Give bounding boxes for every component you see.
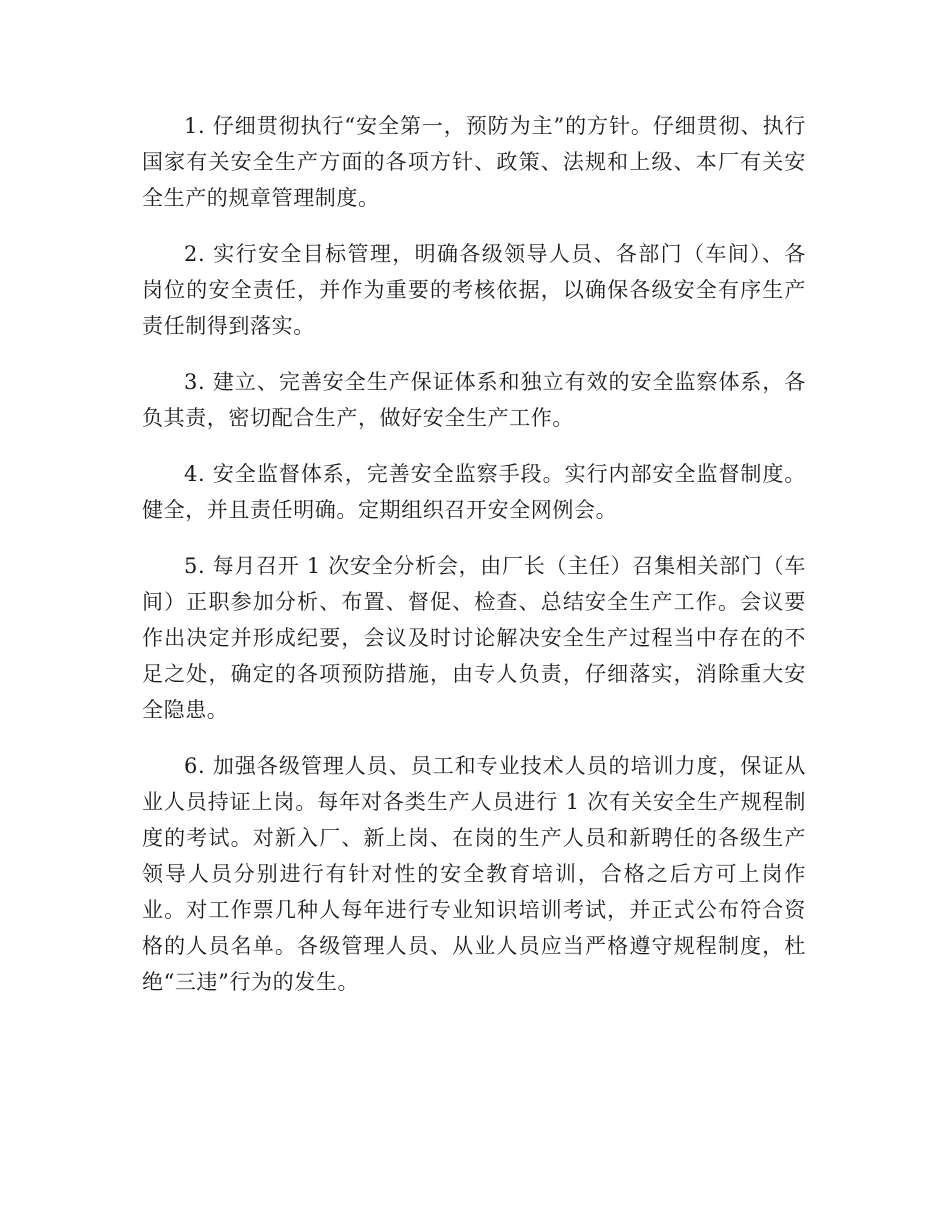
paragraph-2: 2. 实行安全目标管理，明确各级领导人员、各部门（车间）、各岗位的安全责任，并作为重要的考核依据，以确保各级安全有序生产责任制得到落实。 <box>142 242 806 338</box>
paragraph-1: 1. 仔细贯彻执行“安全第一，预防为主”的方针。仔细贯彻、执行国家有关安全生产方面的各项方针、政策、法规和上级、本厂有关安全生产的规章管理制度。 <box>142 114 806 210</box>
paragraph-6: 6. 加强各级管理人员、员工和专业技术人员的培训力度，保证从业人员持证上岗。每年对各类生产人员进行 1 次有关安全生产规程制度的考试。对新入厂、新上岗、在岗的生产人员和新聘任的各级生产领导人员分别进行有针对性的安全教育培训，合格之后方可上岗作业。对工作票几种人每年进行专业知识培训考试，并正式公布符合资格的人员名单。各级管理人员、从业人员应当严格遵守规程制度，杜绝“三违”行为的发生。 <box>142 754 806 994</box>
paragraph-5: 5. 每月召开 1 次安全分析会，由厂长（主任）召集相关部门（车间）正职参加分析、布置、督促、检查、总结安全生产工作。会议要作出决定并形成纪要，会议及时讨论解决安全生产过程当中存在的不足之处，确定的各项预防措施，由专人负责，仔细落实，消除重大安全隐患。 <box>142 554 806 722</box>
paragraph-3: 3. 建立、完善安全生产保证体系和独立有效的安全监察体系，各负其责，密切配合生产，做好安全生产工作。 <box>142 370 806 430</box>
paragraph-4: 4. 安全监督体系，完善安全监察手段。实行内部安全监督制度。健全，并且责任明确。定期组织召开安全网例会。 <box>142 462 806 522</box>
document-body <box>142 108 806 1020</box>
